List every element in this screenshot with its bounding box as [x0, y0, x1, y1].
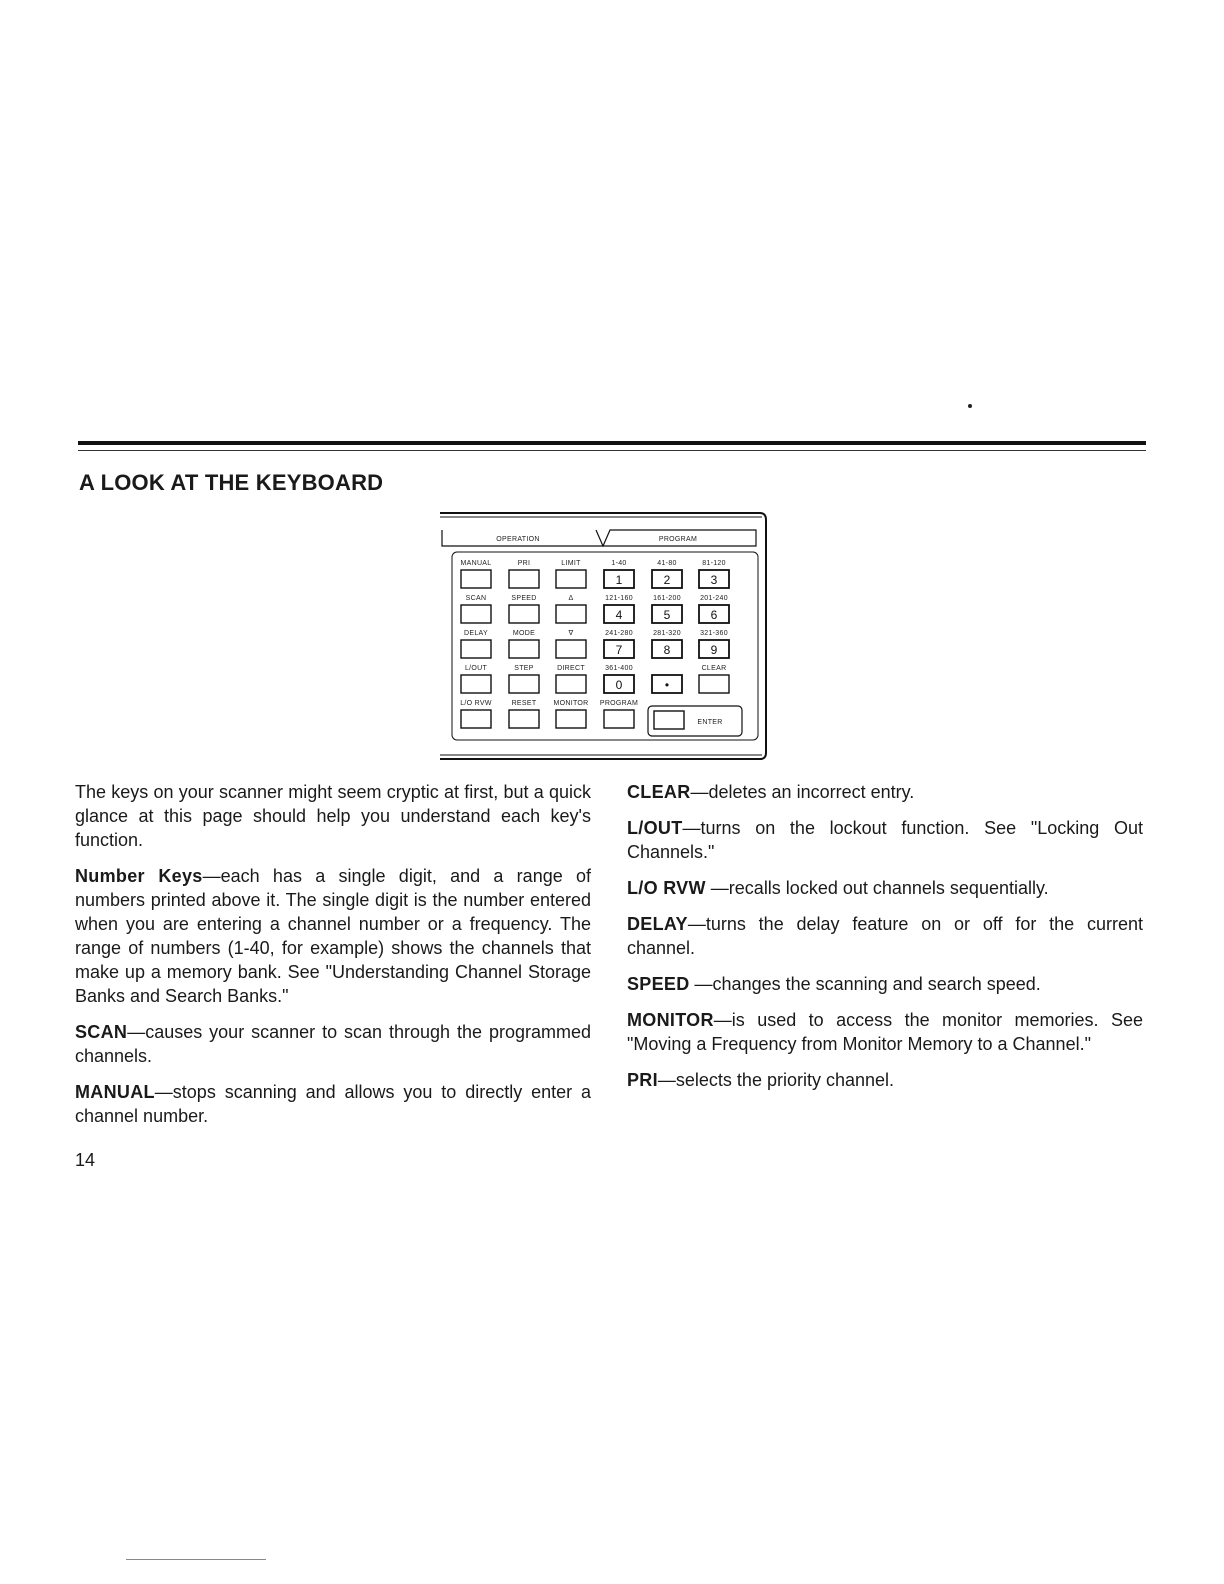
definition-separator: —: [202, 866, 221, 886]
right-column: [627, 780, 1143, 1104]
definition-manual: [75, 1080, 591, 1128]
definition-l-o-rvw: [627, 876, 1143, 900]
definition-term: L/OUT: [627, 818, 683, 838]
key-digit: 4: [615, 608, 623, 622]
enter-key-label: ENTER: [697, 719, 723, 726]
key-button-key[interactable]: [556, 640, 586, 658]
key-digit: 8: [663, 643, 671, 657]
key-label-reset: RESET: [511, 700, 537, 707]
key-label-program: PROGRAM: [599, 700, 639, 707]
key-button-key[interactable]: [556, 605, 586, 623]
speck-dot: [968, 404, 972, 408]
definition-term: CLEAR: [627, 782, 691, 802]
left-entries: [75, 864, 591, 1128]
definition-text: turns on the lockout function. See "Locking Out Channels.": [627, 818, 1143, 862]
definition-scan: [75, 1020, 591, 1068]
key-label-81-120: 81-120: [702, 560, 726, 567]
key-digit: •: [664, 678, 670, 692]
key-button-step[interactable]: [509, 675, 539, 693]
operation-section-label: OPERATION: [496, 536, 540, 543]
definition-l-out: [627, 816, 1143, 864]
definition-text: changes the scanning and search speed.: [712, 974, 1041, 994]
key-button-mode[interactable]: [509, 640, 539, 658]
key-label-limit: LIMIT: [561, 560, 581, 567]
key-digit: 7: [615, 643, 623, 657]
definition-text: each has a single digit, and a range of numbers printed above it. The single digit is the number entered when you are entering a channel number or a frequency. The range of numbers (1-40, for example) shows the channels that make up a memory bank. See "Understanding Channel Storage Banks and Search Banks.": [75, 866, 592, 1006]
key-label-speed: SPEED: [511, 595, 537, 602]
key-button-l-out[interactable]: [461, 675, 491, 693]
definition-text: deletes an incorrect entry.: [708, 782, 915, 802]
definition-term: DELAY: [627, 914, 688, 934]
definition-term: MONITOR: [627, 1010, 714, 1030]
key-button-scan[interactable]: [461, 605, 491, 623]
key-label-step: STEP: [514, 665, 534, 672]
definition-number-keys: [75, 864, 591, 1008]
key-digit: 1: [615, 573, 623, 587]
key-label-pri: PRI: [517, 560, 531, 567]
key-button-reset[interactable]: [509, 710, 539, 728]
definition-text: recalls locked out channels sequentially.: [728, 878, 1049, 898]
definition-separator: —: [705, 878, 729, 898]
definition-term: L/O RVW: [627, 878, 706, 898]
key-grid: [460, 560, 729, 728]
program-section-label: PROGRAM: [658, 536, 698, 543]
definition-separator: —: [690, 782, 709, 802]
definition-text: turns the delay feature on or off for the current channel.: [627, 914, 1143, 958]
key-button-limit[interactable]: [556, 570, 586, 588]
key-label-241-280: 241-280: [605, 630, 633, 637]
key-label-scan: SCAN: [465, 595, 487, 602]
enter-key-button[interactable]: [654, 711, 684, 729]
key-label-clear: CLEAR: [701, 665, 727, 672]
definition-text: selects the priority channel.: [675, 1070, 895, 1090]
key-button-speed[interactable]: [509, 605, 539, 623]
definition-text: is used to access the monitor memories. See "Moving a Frequency from Monitor Memory to a Channel.": [627, 1010, 1143, 1054]
definition-separator: —: [689, 974, 713, 994]
key-label-161-200: 161-200: [653, 595, 681, 602]
right-entries: [627, 780, 1143, 1092]
key-digit: 3: [710, 573, 718, 587]
key-label-1-40: 1-40: [611, 560, 627, 567]
page-heading: A LOOK AT THE KEYBOARD: [79, 470, 384, 495]
key-digit: 0: [615, 678, 623, 692]
key-label-361-400: 361-400: [605, 665, 633, 672]
key-label-monitor: MONITOR: [553, 700, 589, 707]
key-button-delay[interactable]: [461, 640, 491, 658]
keyboard-diagram: [438, 510, 768, 762]
definition-speed: [627, 972, 1143, 996]
definition-term: Number Keys: [75, 866, 203, 886]
key-label-key: ∇: [568, 630, 574, 637]
key-label-281-320: 281-320: [653, 630, 681, 637]
key-button-clear[interactable]: [699, 675, 729, 693]
key-digit: 2: [663, 573, 671, 587]
definition-separator: —: [713, 1010, 732, 1030]
key-label-l-out: L/OUT: [464, 665, 488, 672]
definition-separator: —: [657, 1070, 676, 1090]
footer-line: [126, 1559, 266, 1560]
definition-separator: —: [682, 818, 701, 838]
intro-paragraph: The keys on your scanner might seem cryptic at first, but a quick glance at this page should help you understand each key's function.: [75, 782, 591, 850]
definition-separator: —: [687, 914, 706, 934]
key-button-program[interactable]: [604, 710, 634, 728]
key-label-delay: DELAY: [464, 630, 488, 637]
definition-delay: [627, 912, 1143, 960]
key-label-mode: MODE: [512, 630, 536, 637]
key-label-direct: DIRECT: [557, 665, 585, 672]
key-digit: 9: [710, 643, 718, 657]
key-label-l-o-rvw: L/O RVW: [460, 700, 492, 707]
definition-pri: [627, 1068, 1143, 1092]
definition-monitor: [627, 1008, 1143, 1056]
definition-term: PRI: [627, 1070, 658, 1090]
definition-term: MANUAL: [75, 1082, 155, 1102]
definition-clear: [627, 780, 1143, 804]
key-button-monitor[interactable]: [556, 710, 586, 728]
key-label-key: Δ: [568, 595, 574, 602]
key-label-41-80: 41-80: [657, 560, 677, 567]
key-button-manual[interactable]: [461, 570, 491, 588]
key-button-l-o-rvw[interactable]: [461, 710, 491, 728]
key-label-321-360: 321-360: [700, 630, 728, 637]
definition-text: stops scanning and allows you to directly enter a channel number.: [75, 1082, 591, 1126]
key-button-pri[interactable]: [509, 570, 539, 588]
definition-term: SPEED: [627, 974, 690, 994]
top-rule-thick: [78, 441, 1146, 445]
definition-text: causes your scanner to scan through the programmed channels.: [75, 1022, 591, 1066]
key-digit: 5: [663, 608, 671, 622]
definition-separator: —: [127, 1022, 146, 1042]
definition-term: SCAN: [75, 1022, 128, 1042]
definition-separator: —: [154, 1082, 173, 1102]
key-label-201-240: 201-240: [700, 595, 728, 602]
page-number: 14: [75, 1150, 96, 1170]
key-label-manual: MANUAL: [460, 560, 492, 567]
key-label-121-160: 121-160: [605, 595, 633, 602]
left-column: [75, 780, 591, 1140]
top-rule-thin: [78, 450, 1146, 451]
key-digit: 6: [710, 608, 718, 622]
key-button-direct[interactable]: [556, 675, 586, 693]
